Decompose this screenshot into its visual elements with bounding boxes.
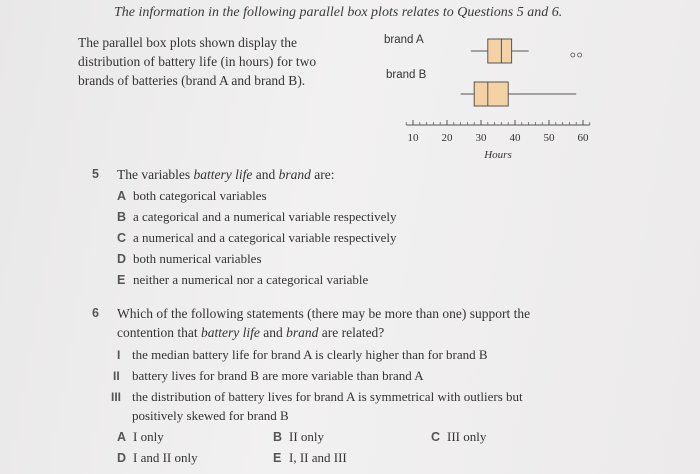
q6-stem-line-1: Which of the following statements (there may be more than one) support the bbox=[117, 306, 531, 321]
statement-text: the median battery life for brand A is clearly higher than for brand B bbox=[132, 347, 488, 362]
q5-option-d bbox=[117, 251, 262, 267]
option-text: a categorical and a numerical variable respectively bbox=[133, 209, 397, 224]
q6-option-a bbox=[117, 429, 164, 445]
box-plots bbox=[461, 39, 582, 106]
q6-statement-1 bbox=[117, 347, 488, 363]
option-letter: C bbox=[117, 231, 127, 245]
option-letter: B bbox=[273, 430, 283, 444]
intro-line-1: The parallel box plots shown display the bbox=[78, 35, 297, 50]
intro-line-2: distribution of battery life (in hours) for two bbox=[78, 54, 317, 69]
statement-numeral: I bbox=[117, 348, 121, 362]
tick-label: 20 bbox=[441, 132, 453, 144]
option-letter: D bbox=[117, 451, 127, 465]
q6-stem-line-2 bbox=[117, 323, 557, 342]
statement-text: the distribution of battery lives for brand A is symmetrical with outliers but bbox=[132, 389, 523, 404]
q5-option-c bbox=[117, 230, 396, 246]
intro-line-3: brands of batteries (brand A and brand B). bbox=[78, 73, 306, 88]
option-text: I and II only bbox=[133, 450, 198, 465]
option-letter: C bbox=[431, 430, 441, 444]
x-axis-label: Hours bbox=[484, 149, 512, 161]
boxplot-brand-a bbox=[471, 39, 582, 63]
option-text: III only bbox=[447, 429, 487, 444]
tick-label: 10 bbox=[407, 132, 419, 144]
brand-b-label: brand B bbox=[386, 69, 427, 81]
q5-stem-part: The variables bbox=[117, 167, 194, 182]
statement-text: battery lives for brand B are more variable than brand A bbox=[132, 368, 424, 383]
outlier-point bbox=[578, 53, 582, 57]
statement-numeral: III bbox=[111, 390, 122, 404]
q6-option-b bbox=[273, 429, 324, 445]
option-letter: E bbox=[117, 273, 126, 287]
q6-statement-3 bbox=[111, 389, 523, 405]
option-text: both categorical variables bbox=[133, 188, 267, 203]
q6-option-c bbox=[431, 429, 486, 445]
question-5-stem bbox=[117, 165, 334, 184]
option-text: II only bbox=[289, 429, 325, 444]
option-letter: A bbox=[117, 189, 127, 203]
option-text: I only bbox=[133, 429, 164, 444]
q6-statement-3-continued: positively skewed for brand B bbox=[132, 408, 289, 423]
interquartile-box bbox=[488, 39, 512, 63]
tick-label: 50 bbox=[543, 132, 555, 144]
question-5-number: 5 bbox=[92, 167, 99, 181]
option-text: both numerical variables bbox=[133, 251, 262, 266]
interquartile-box bbox=[474, 82, 508, 106]
option-letter: E bbox=[273, 451, 282, 465]
intro-heading: The information in the following parallel box plots relates to Questions 5 and 6. bbox=[114, 5, 563, 20]
q6-option-d bbox=[117, 450, 198, 466]
q6-statement-2 bbox=[113, 368, 424, 384]
q6-stem-part: and bbox=[259, 325, 287, 340]
option-letter: D bbox=[117, 252, 127, 266]
q5-stem-part: and bbox=[252, 167, 279, 182]
question-6-number: 6 bbox=[92, 306, 99, 320]
q6-stem-term-battery-life: battery life bbox=[200, 325, 260, 340]
outlier-point bbox=[571, 53, 575, 57]
option-text: neither a numerical nor a categorical variable bbox=[133, 272, 369, 287]
q5-option-a bbox=[117, 188, 267, 204]
statement-numeral: II bbox=[113, 369, 120, 383]
q5-stem-term-brand: brand bbox=[278, 167, 311, 182]
brand-a-label: brand A bbox=[384, 34, 424, 46]
option-letter: B bbox=[117, 210, 127, 224]
question-6-stem bbox=[117, 304, 557, 342]
q5-option-b bbox=[117, 209, 396, 225]
q6-stem-term-brand: brand bbox=[286, 325, 319, 340]
option-text: a numerical and a categorical variable respectively bbox=[133, 230, 397, 245]
tick-label: 40 bbox=[509, 132, 521, 144]
tick-label: 30 bbox=[475, 132, 487, 144]
option-letter: A bbox=[117, 430, 127, 444]
option-text: I, II and III bbox=[289, 450, 347, 465]
tick-label: 60 bbox=[577, 132, 589, 144]
q5-option-e bbox=[117, 272, 368, 288]
q6-stem-part: are related? bbox=[318, 325, 385, 340]
hours-axis bbox=[406, 120, 590, 144]
boxplot-brand-b bbox=[461, 82, 577, 106]
q5-stem-term-battery-life: battery life bbox=[193, 167, 253, 182]
q6-option-e bbox=[273, 450, 347, 466]
q5-stem-part: are: bbox=[310, 167, 335, 182]
q6-stem-part: contention that bbox=[117, 325, 201, 340]
